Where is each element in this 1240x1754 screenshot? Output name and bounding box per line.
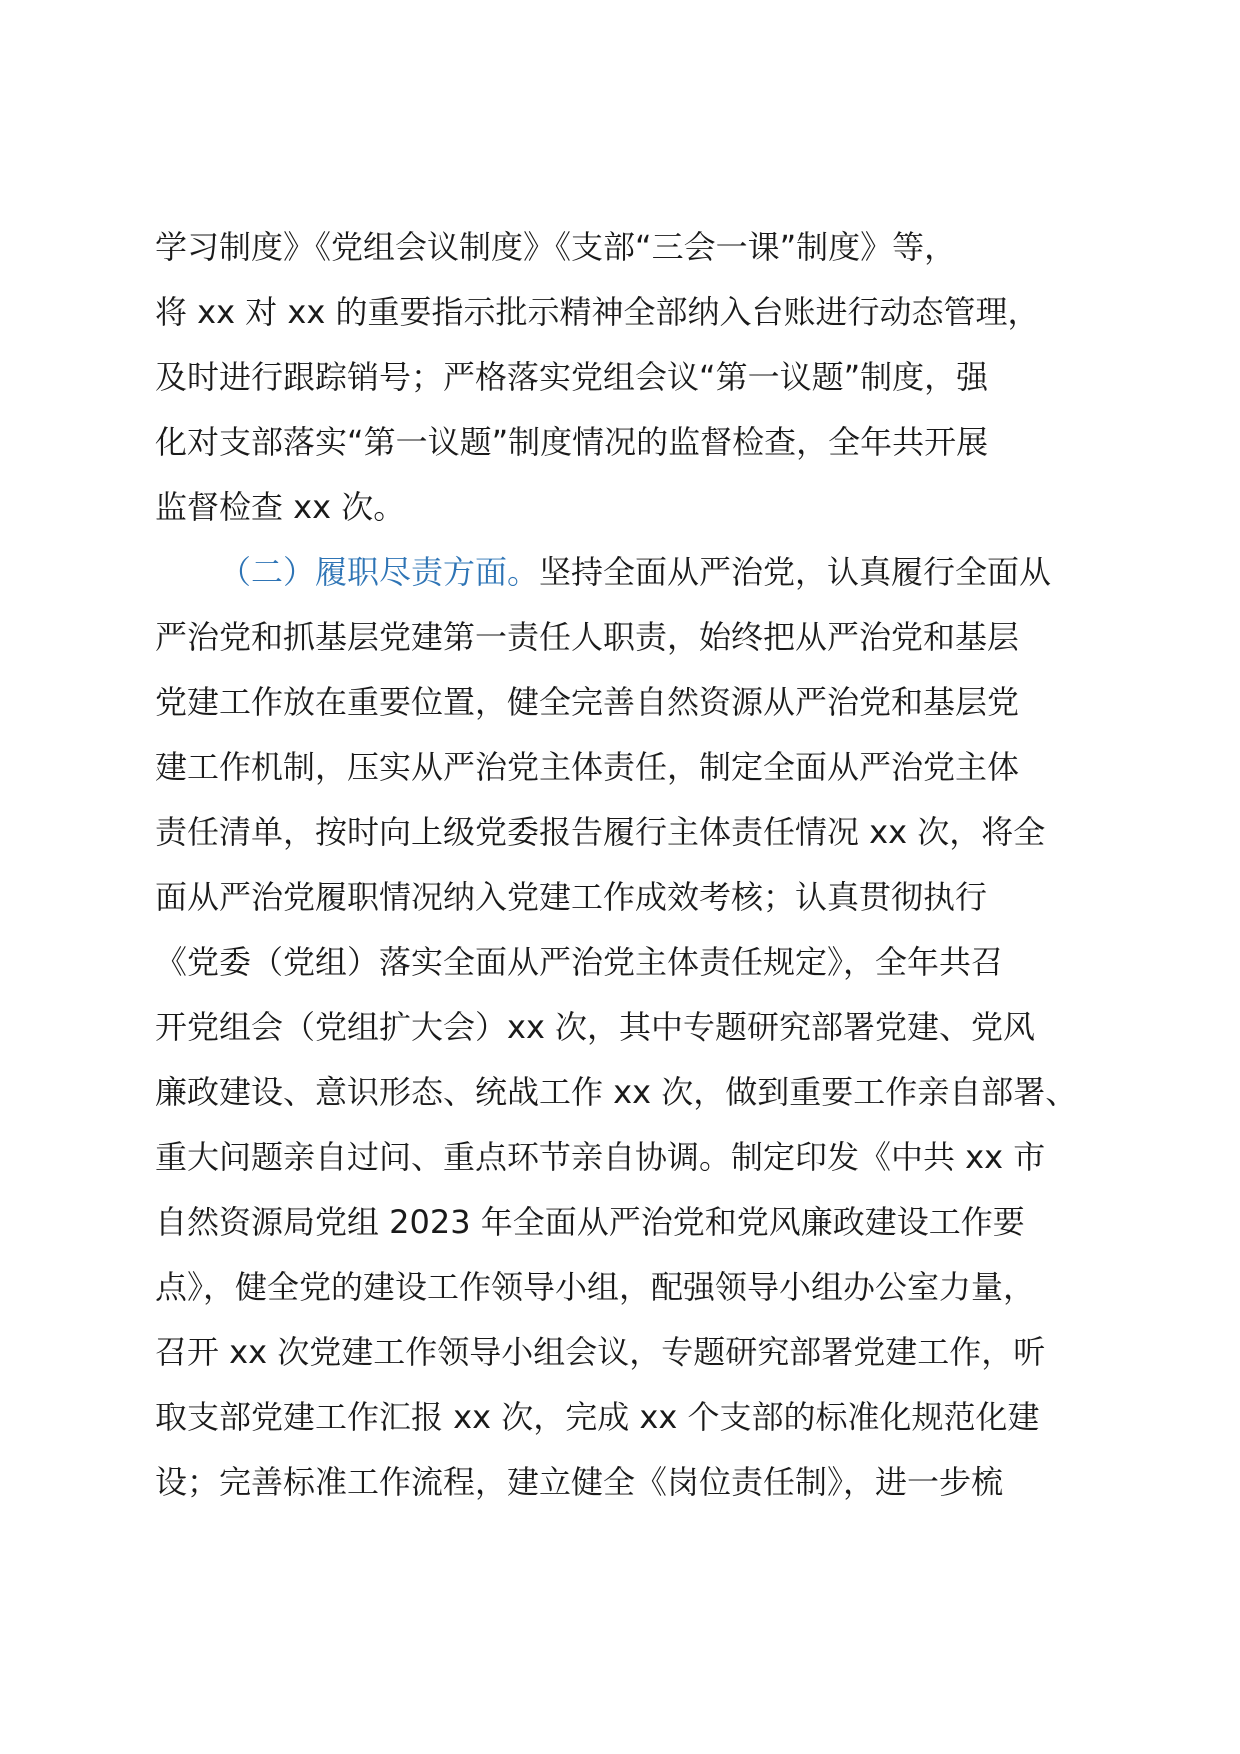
paragraph-2-first-line <box>155 540 1115 605</box>
text-line: 党建工作放在重要位置，健全完善自然资源从严治党和基层党 <box>155 683 1020 721</box>
text-line: 重大问题亲自过问、重点环节亲自协调。制定印发《中共 xx 市 <box>155 1138 1046 1176</box>
document-body <box>155 215 1115 1515</box>
text-line: 责任清单，按时向上级党委报告履行主体责任情况 xx 次，将全 <box>155 813 1046 851</box>
paragraph-2 <box>155 540 1115 1515</box>
text-line: 廉政建设、意识形态、统战工作 xx 次，做到重要工作亲自部署、 <box>155 1073 1078 1111</box>
section-heading: （二）履职尽责方面。 <box>219 553 540 591</box>
text-run: 坚持全面从严治党，认真履行全面从 <box>539 553 1052 591</box>
text-line: 及时进行跟踪销号；严格落实党组会议“第一议题”制度，强 <box>155 358 989 396</box>
text-line: 开党组会（党组扩大会）xx 次，其中专题研究部署党建、党风 <box>155 1008 1036 1046</box>
text-line: 学习制度》《党组会议制度》《支部“三会一课”制度》等， <box>155 228 957 266</box>
text-line: 点》，健全党的建设工作领导小组，配强领导小组办公室力量， <box>155 1268 1036 1306</box>
text-line: 监督检查 xx 次。 <box>155 488 406 526</box>
text-line: 《党委（党组）落实全面从严治党主体责任规定》，全年共召 <box>155 943 1004 981</box>
text-line: 面从严治党履职情况纳入党建工作成效考核；认真贯彻执行 <box>155 878 988 916</box>
text-line: 建工作机制，压实从严治党主体责任，制定全面从严治党主体 <box>155 748 1020 786</box>
paragraph-1 <box>155 215 1115 540</box>
text-line: 化对支部落实“第一议题”制度情况的监督检查，全年共开展 <box>155 423 989 461</box>
text-line: 召开 xx 次党建工作领导小组会议，专题研究部署党建工作，听 <box>155 1333 1046 1371</box>
text-line: 自然资源局党组 2023 年全面从严治党和党风廉政建设工作要 <box>155 1203 1025 1241</box>
text-line: 取支部党建工作汇报 xx 次，完成 xx 个支部的标准化规范化建 <box>155 1398 1040 1436</box>
text-line: 设；完善标准工作流程，建立健全《岗位责任制》，进一步梳 <box>155 1463 1004 1501</box>
text-line: 将 xx 对 xx 的重要指示批示精神全部纳入台账进行动态管理， <box>155 293 1040 331</box>
text-line: 严治党和抓基层党建第一责任人职责，始终把从严治党和基层 <box>155 618 1020 656</box>
